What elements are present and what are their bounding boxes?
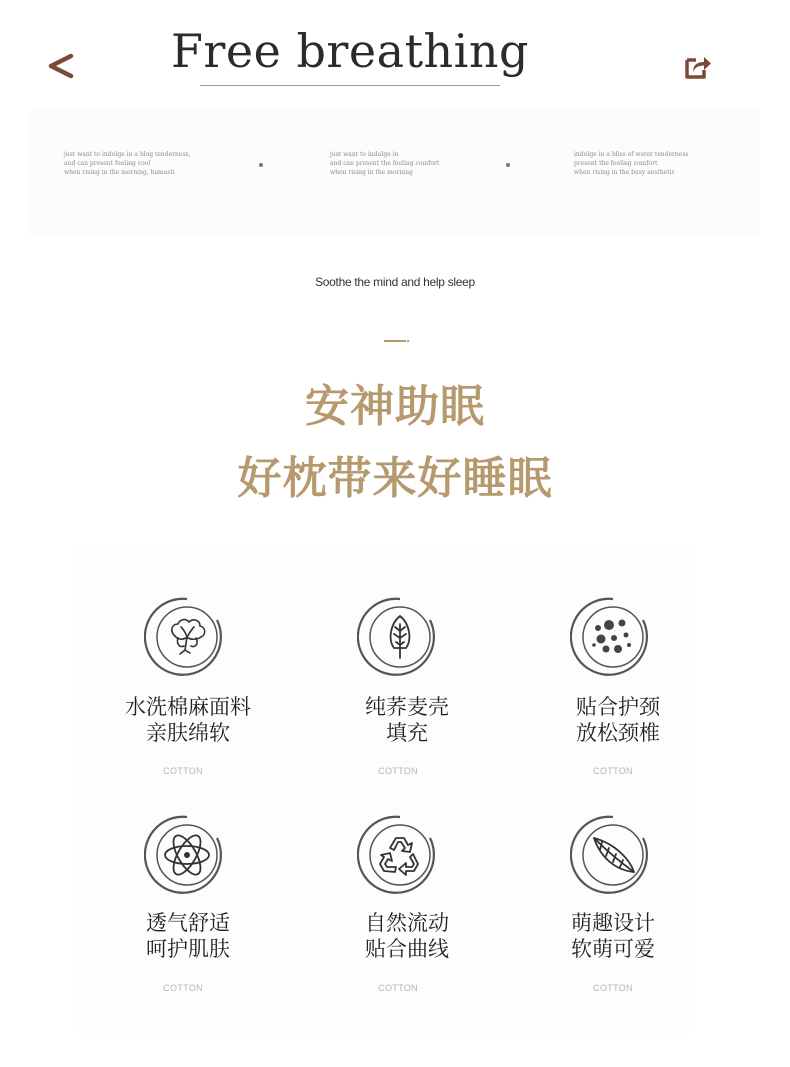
dots-cluster-icon — [570, 594, 656, 680]
feature-label-2 — [307, 694, 507, 746]
feature-label-6 — [513, 910, 713, 962]
headline-line-1: 安神助眠 — [305, 381, 485, 432]
title-underline — [200, 85, 500, 86]
feature-subtitle: 放松颈椎 — [576, 721, 660, 745]
feature-subtitle: 填充 — [386, 721, 428, 745]
description-line: and can present the feeling comfort — [330, 160, 440, 167]
feature-label-4 — [88, 910, 288, 962]
feature-title: 自然流动 — [365, 911, 449, 935]
feature-label-1 — [88, 694, 288, 746]
share-button[interactable] — [680, 50, 714, 84]
separator-dot — [259, 163, 263, 167]
tagline: Soothe the mind and help sleep — [315, 275, 475, 289]
description-line: and can present feeling cool — [64, 160, 151, 167]
feature-caption-1: COTTON — [163, 766, 203, 776]
feature-caption-6: COTTON — [593, 983, 633, 993]
back-button[interactable] — [44, 46, 84, 86]
share-icon — [680, 50, 714, 84]
feature-subtitle: 亲肤绵软 — [146, 721, 230, 745]
cotton-flower-icon — [144, 594, 230, 680]
feature-caption-5: COTTON — [378, 983, 418, 993]
chevron-left-icon — [44, 46, 84, 86]
description-line: just want to indulge in a blog tenderness, — [64, 151, 191, 158]
feature-label-3 — [518, 694, 718, 746]
headline-line-2: 好枕带来好睡眠 — [237, 453, 553, 504]
leaf-icon — [357, 594, 443, 680]
description-line: just want to indulge in — [330, 151, 399, 158]
accent-divider — [384, 340, 406, 342]
recycle-arrows-icon — [357, 812, 443, 898]
feature-subtitle: 软萌可爱 — [571, 937, 655, 961]
description-text-2 — [330, 150, 480, 177]
feather-icon — [570, 812, 656, 898]
description-line: when rising in the morning, hamasti — [64, 169, 175, 176]
feature-subtitle: 呵护肌肤 — [146, 937, 230, 961]
feature-title: 水洗棉麻面料 — [125, 695, 251, 719]
description-line: when rising in the morning — [330, 169, 413, 176]
feature-caption-2: COTTON — [378, 766, 418, 776]
description-line: present the feeling comfort — [574, 160, 658, 167]
description-line: indulge in a bliss of water tenderness — [574, 151, 689, 158]
description-text-3 — [574, 150, 724, 177]
description-text-1 — [64, 150, 214, 177]
feature-caption-4: COTTON — [163, 983, 203, 993]
feature-caption-3: COTTON — [593, 766, 633, 776]
accent-dot — [407, 340, 409, 342]
feature-label-5 — [307, 910, 507, 962]
separator-dot — [506, 163, 510, 167]
feature-title: 透气舒适 — [146, 911, 230, 935]
feature-title: 纯荞麦壳 — [365, 695, 449, 719]
atom-icon — [144, 812, 230, 898]
description-line: when rising in the busy aesthetic — [574, 169, 675, 176]
feature-title: 贴合护颈 — [576, 695, 660, 719]
feature-subtitle: 贴合曲线 — [365, 937, 449, 961]
page-title: Free breathing — [171, 24, 529, 78]
feature-title: 萌趣设计 — [571, 911, 655, 935]
